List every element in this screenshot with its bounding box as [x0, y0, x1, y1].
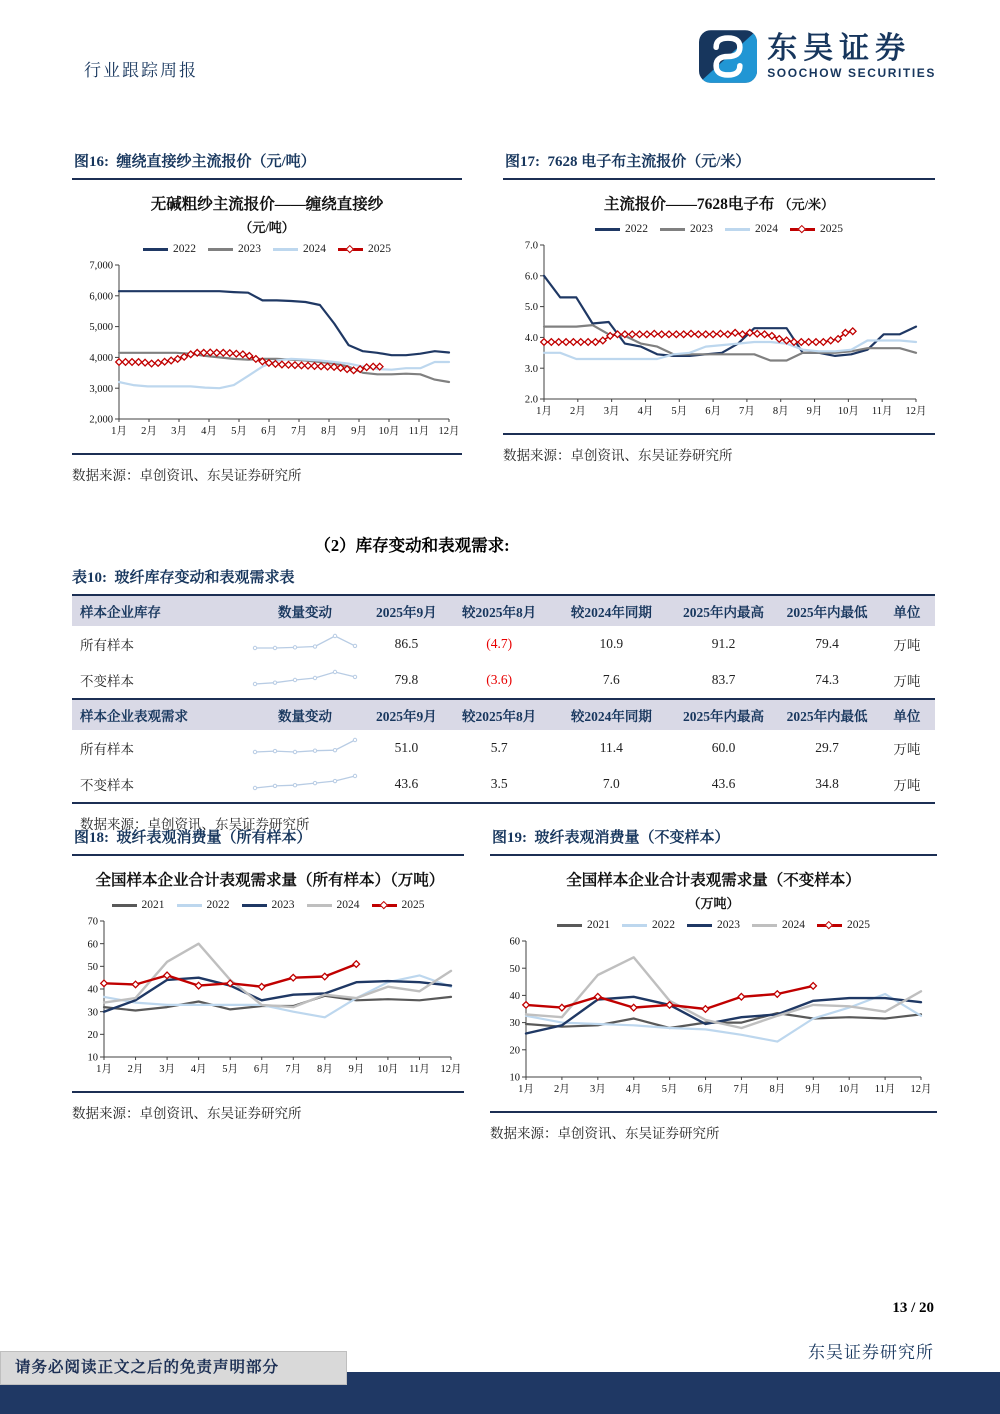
svg-text:9月: 9月	[351, 426, 367, 438]
col-header: 2025年9月	[365, 699, 447, 730]
svg-text:4.0: 4.0	[524, 333, 538, 345]
svg-text:6月: 6月	[697, 1084, 713, 1096]
col-header: 较2025年8月	[447, 699, 551, 730]
svg-text:5月: 5月	[222, 1064, 239, 1076]
svg-text:20: 20	[87, 1030, 98, 1042]
table-10-source: 数据来源：卓创资讯、东吴证券研究所	[80, 817, 310, 832]
svg-text:60: 60	[509, 936, 520, 948]
cell: 万吨	[893, 674, 921, 689]
figure-17-chart	[514, 237, 927, 423]
figure-16-chart-subtitle: （元/吨）	[239, 220, 295, 236]
cell: 83.7	[711, 672, 736, 687]
sparkline	[250, 735, 360, 757]
figure-17-chart-subtitle: （元/米）	[778, 197, 835, 212]
figure-17-legend: 2022 2023 2024 2025	[503, 223, 935, 235]
svg-text:60: 60	[87, 939, 98, 951]
svg-text:3月: 3月	[159, 1064, 175, 1076]
table-10-caption: 表10: 玻纤库存变动和表观需求表	[72, 570, 295, 586]
svg-text:11月: 11月	[871, 406, 893, 418]
col-header: 样本企业库存	[72, 595, 245, 626]
svg-text:7月: 7月	[291, 426, 307, 438]
cell: 60.0	[711, 740, 736, 755]
svg-text:2月: 2月	[127, 1064, 144, 1076]
svg-text:7月: 7月	[733, 1084, 749, 1096]
figure-16-chart	[77, 257, 460, 443]
svg-text:12月: 12月	[438, 426, 460, 438]
svg-text:3月: 3月	[603, 406, 620, 418]
figure-19-caption: 图19: 玻纤表观消费量（不变样本）	[490, 822, 937, 856]
col-header: 数量变动	[245, 595, 366, 626]
svg-text:7.0: 7.0	[524, 240, 538, 252]
cell: 79.8	[394, 672, 419, 687]
cell: 万吨	[893, 742, 921, 757]
col-header: 较2024年同期	[551, 595, 672, 626]
figure-18-chart	[77, 913, 462, 1081]
figure-17-chart-title: 主流报价——7628电子布	[603, 196, 775, 213]
figure-19	[490, 822, 937, 1142]
svg-text:10月: 10月	[377, 1064, 399, 1076]
svg-text:8月: 8月	[772, 406, 789, 418]
svg-text:5,000: 5,000	[89, 322, 113, 334]
table-row-header-inventory	[72, 595, 935, 626]
figure-17-caption: 图17: 7628 电子布主流报价（元/米）	[503, 146, 935, 180]
svg-text:4,000: 4,000	[89, 353, 113, 365]
col-header: 2025年内最低	[775, 595, 879, 626]
svg-text:10月: 10月	[838, 1084, 860, 1096]
svg-text:8月: 8月	[316, 1064, 333, 1076]
footer-institute: 东吴证券研究所	[808, 1343, 934, 1362]
soochow-logo-icon	[699, 30, 757, 83]
figure-18-source: 数据来源：卓创资讯、东吴证券研究所	[72, 1091, 464, 1122]
page-number: 13 / 20	[892, 1300, 934, 1316]
svg-text:2月: 2月	[553, 1084, 570, 1096]
svg-text:7月: 7月	[739, 406, 755, 418]
table-10-block	[72, 566, 935, 833]
table-row-header-demand	[72, 699, 935, 730]
col-header: 样本企业表观需求	[72, 699, 245, 730]
svg-text:8月: 8月	[321, 426, 337, 438]
figure-19-source: 数据来源：卓创资讯、东吴证券研究所	[490, 1111, 937, 1142]
col-header: 较2024年同期	[551, 699, 672, 730]
svg-text:6.0: 6.0	[524, 271, 538, 283]
disclaimer-banner: 请务必阅读正文之后的免责声明部分	[0, 1351, 347, 1385]
soochow-logo	[699, 30, 936, 83]
section-title: （2）库存变动和表观需求:	[314, 536, 510, 555]
svg-text:11月: 11月	[874, 1084, 895, 1096]
svg-text:1月: 1月	[96, 1064, 112, 1076]
row-label: 不变样本	[80, 674, 134, 689]
cell: 43.6	[711, 776, 736, 791]
cell: 万吨	[893, 778, 921, 793]
svg-text:4月: 4月	[637, 406, 654, 418]
svg-text:4月: 4月	[625, 1084, 642, 1096]
svg-text:70: 70	[87, 916, 98, 928]
svg-text:10月: 10月	[378, 426, 400, 438]
report-type-label: 行业跟踪周报	[84, 61, 198, 80]
cell: 7.0	[602, 776, 620, 791]
col-header: 单位	[879, 699, 935, 730]
row-label: 不变样本	[80, 778, 134, 793]
figure-19-chart	[499, 933, 929, 1101]
logo-name-cn: 东吴证券	[767, 31, 912, 65]
svg-text:3,000: 3,000	[89, 384, 113, 396]
cell: 11.4	[599, 740, 623, 755]
svg-text:1月: 1月	[517, 1084, 534, 1096]
figure-18-caption: 图18: 玻纤表观消费量（所有样本）	[72, 822, 464, 856]
svg-text:5月: 5月	[671, 406, 688, 418]
svg-text:6月: 6月	[261, 426, 277, 438]
svg-text:10: 10	[87, 1052, 98, 1064]
col-header: 2025年内最低	[775, 699, 879, 730]
figure-16-source: 数据来源：卓创资讯、东吴证券研究所	[72, 453, 462, 484]
table-row	[72, 662, 935, 699]
svg-text:10月: 10月	[837, 406, 859, 418]
figure-16-chart-title: 无碱粗纱主流报价——缠绕直接纱	[150, 196, 384, 213]
cell: 7.6	[602, 672, 620, 687]
table-10	[72, 594, 935, 804]
figure-19-legend: 2021 2022 2023 2024 2025	[490, 919, 937, 931]
svg-text:3月: 3月	[171, 426, 187, 438]
cell: 86.5	[394, 636, 419, 651]
svg-text:11月: 11月	[409, 1064, 430, 1076]
svg-text:9月: 9月	[804, 1084, 821, 1096]
row-label: 所有样本	[80, 742, 134, 757]
svg-text:4月: 4月	[201, 426, 217, 438]
col-header: 较2025年8月	[447, 595, 551, 626]
cell: 79.4	[815, 636, 839, 651]
cell: 74.3	[815, 672, 839, 687]
cell: 5.7	[490, 740, 508, 755]
svg-text:10: 10	[509, 1072, 520, 1084]
cell: 3.5	[490, 776, 508, 791]
table-row	[72, 730, 935, 766]
col-header: 数量变动	[245, 699, 366, 730]
figure-16-legend: 2022 2023 2024 2025	[72, 243, 462, 255]
svg-text:9月: 9月	[806, 406, 823, 418]
row-label: 所有样本	[80, 638, 134, 653]
figure-16-caption: 图16: 缠绕直接纱主流报价（元/吨）	[72, 146, 462, 180]
svg-text:5.0: 5.0	[524, 302, 538, 314]
cell: 91.2	[711, 636, 736, 651]
cell: 29.7	[815, 740, 839, 755]
svg-text:4月: 4月	[190, 1064, 207, 1076]
svg-text:50: 50	[509, 964, 520, 976]
svg-text:7,000: 7,000	[89, 260, 113, 272]
svg-text:9月: 9月	[348, 1064, 365, 1076]
svg-text:2月: 2月	[141, 426, 157, 438]
figure-18	[72, 822, 464, 1122]
table-row	[72, 766, 935, 803]
figure-17-source: 数据来源：卓创资讯、东吴证券研究所	[503, 433, 935, 464]
cell: 万吨	[893, 638, 921, 653]
svg-text:5月: 5月	[231, 426, 247, 438]
figure-19-chart-title: 全国样本企业合计表观需求量（不变样本）	[566, 872, 861, 889]
svg-text:11月: 11月	[408, 426, 430, 438]
svg-text:30: 30	[87, 1007, 98, 1019]
svg-text:3月: 3月	[589, 1084, 606, 1096]
svg-text:12月: 12月	[910, 1084, 931, 1096]
sparkline	[250, 667, 360, 689]
sparkline	[250, 631, 360, 653]
figure-17	[503, 146, 935, 464]
svg-text:6月: 6月	[705, 406, 721, 418]
svg-text:2月: 2月	[569, 406, 586, 418]
figure-16	[72, 146, 462, 484]
svg-text:5月: 5月	[661, 1084, 678, 1096]
table-row	[72, 626, 935, 662]
svg-text:1月: 1月	[111, 426, 127, 438]
cell: 10.9	[599, 636, 624, 651]
svg-text:7月: 7月	[285, 1064, 302, 1076]
cell: (3.6)	[486, 672, 513, 687]
svg-text:30: 30	[509, 1018, 520, 1030]
col-header: 2025年9月	[365, 595, 447, 626]
svg-text:6,000: 6,000	[89, 291, 113, 303]
svg-text:20: 20	[509, 1045, 520, 1057]
col-header: 单位	[879, 595, 935, 626]
logo-name-en: SOOCHOW SECURITIES	[767, 66, 936, 81]
cell: (4.7)	[486, 636, 513, 651]
figure-18-chart-title: 全国样本企业合计表观需求量（所有样本）（万吨）	[95, 872, 445, 889]
svg-text:50: 50	[87, 962, 98, 974]
cell: 43.6	[394, 776, 419, 791]
svg-text:12月: 12月	[905, 406, 927, 418]
col-header: 2025年内最高	[672, 699, 776, 730]
figure-18-legend: 2021 2022 2023 2024 2025	[72, 899, 464, 911]
figure-19-chart-subtitle: （万吨）	[687, 896, 740, 912]
col-header: 2025年内最高	[672, 595, 776, 626]
svg-text:40: 40	[87, 984, 98, 996]
svg-text:6月: 6月	[253, 1064, 270, 1076]
svg-text:40: 40	[509, 991, 520, 1003]
svg-text:3.0: 3.0	[524, 364, 538, 376]
sparkline	[250, 771, 360, 793]
svg-text:2,000: 2,000	[89, 414, 113, 426]
svg-text:12月: 12月	[440, 1064, 462, 1076]
svg-text:1月: 1月	[536, 406, 552, 418]
svg-text:2.0: 2.0	[524, 394, 538, 406]
cell: 51.0	[394, 740, 419, 755]
svg-text:8月: 8月	[768, 1084, 785, 1096]
cell: 34.8	[815, 776, 839, 791]
